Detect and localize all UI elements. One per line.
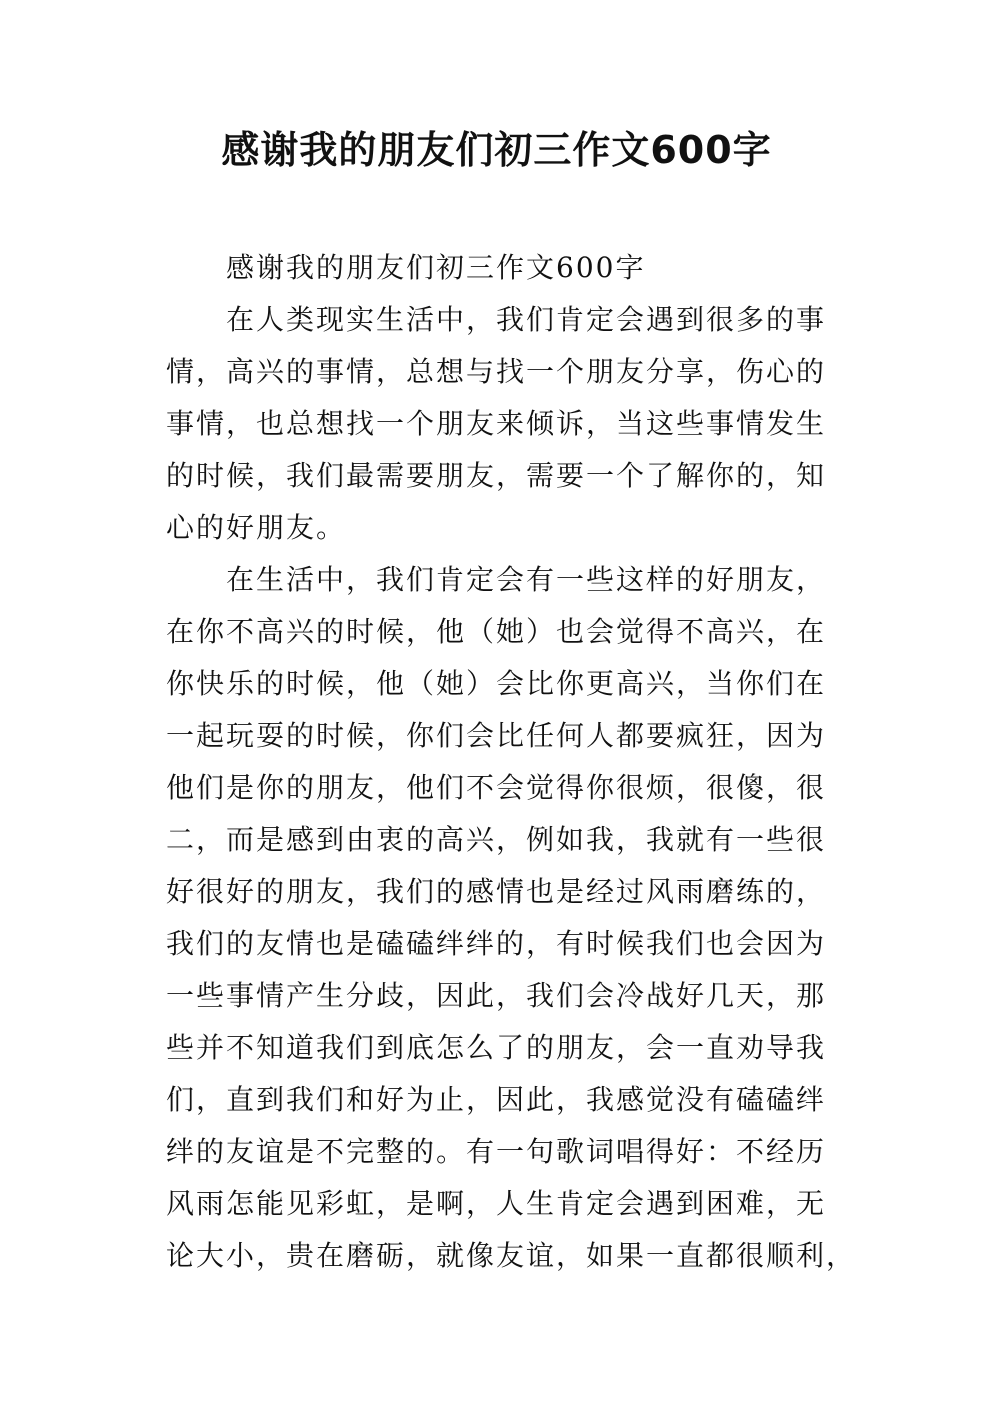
text-line: 二，而是感到由衷的高兴，例如我，我就有一些很	[166, 823, 827, 856]
text-line: 一些事情产生分歧，因此，我们会冷战好几天，那	[166, 979, 827, 1012]
text-line: 好很好的朋友，我们的感情也是经过风雨磨练的，	[166, 875, 827, 908]
text-line: 心的好朋友。	[166, 511, 347, 544]
text-line: 一起玩耍的时候，你们会比任何人都要疯狂，因为	[166, 719, 827, 752]
text-line: 你快乐的时候，他（她）会比你更高兴，当你们在	[166, 667, 827, 700]
text-line: 感谢我的朋友们初三作文600字	[226, 251, 646, 284]
text-line: 在生活中，我们肯定会有一些这样的好朋友，	[226, 563, 827, 596]
text-line: 风雨怎能见彩虹，是啊，人生肯定会遇到困难，无	[166, 1187, 827, 1220]
text-line: 他们是你的朋友，他们不会觉得你很烦，很傻，很	[166, 771, 827, 804]
text-line: 情，高兴的事情，总想与找一个朋友分享，伤心的	[166, 355, 827, 388]
text-line: 绊的友谊是不完整的。有一句歌词唱得好：不经历	[166, 1135, 827, 1168]
text-line: 论大小，贵在磨砺，就像友谊，如果一直都很顺利，	[166, 1239, 857, 1272]
document-body	[166, 242, 857, 1282]
text-line: 些并不知道我们到底怎么了的朋友，会一直劝导我	[166, 1031, 827, 1064]
text-line: 的时候，我们最需要朋友，需要一个了解你的，知	[166, 459, 827, 492]
text-line: 在你不高兴的时候，他（她）也会觉得不高兴，在	[166, 615, 827, 648]
document-title: 感谢我的朋友们初三作文600字	[221, 128, 772, 172]
text-line: 我们的友情也是磕磕绊绊的，有时候我们也会因为	[166, 927, 827, 960]
text-line: 们，直到我们和好为止，因此，我感觉没有磕磕绊	[166, 1083, 827, 1116]
text-line: 事情，也总想找一个朋友来倾诉，当这些事情发生	[166, 407, 827, 440]
text-line: 在人类现实生活中，我们肯定会遇到很多的事	[226, 303, 827, 336]
